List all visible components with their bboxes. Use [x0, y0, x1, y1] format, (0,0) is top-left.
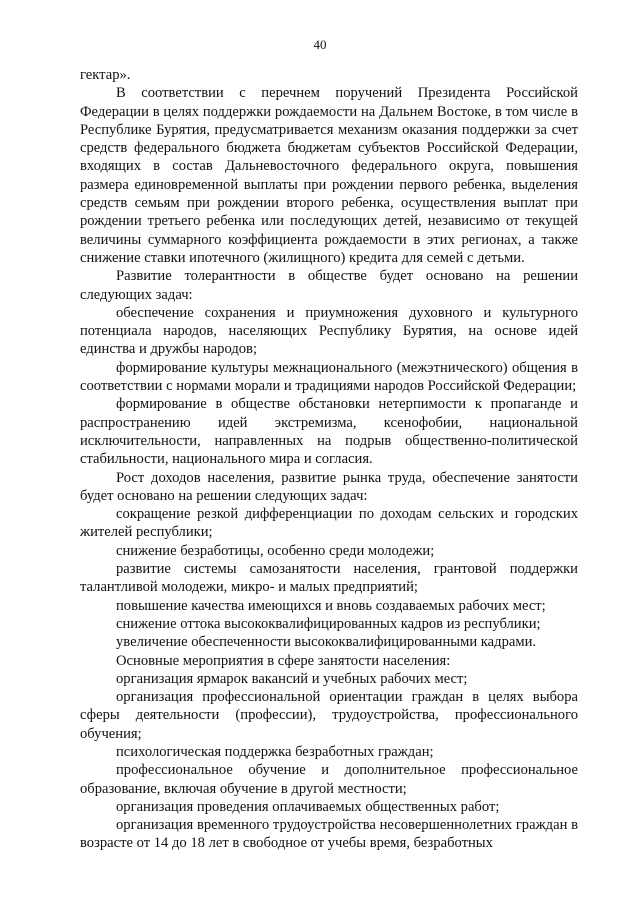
paragraph: формирование культуры межнационального (межэтнического) общения в соответствии с нормами морали и традициями народов Российской Федерации; [80, 359, 578, 395]
paragraph: организация временного трудоустройства несовершеннолетних граждан в возрасте от 14 до 18 лет в свободное от учебы время, безработных [80, 817, 578, 852]
paragraph: В соответствии с перечнем поручений Президента Российской Федерации в целях поддержки рождаемости на Дальнем Востоке, в том числе в Республике Бурятия, предусматривается механизм оказания поддержки за счет средств федерального бюджета бюджетам субъектов Российской Федерации, входящих в состав Дальневосточного федерального округа, повышения размера единовременной выплаты при рождении первого ребенка, выделения средств семьям при рождении второго ребенка, осуществления выплат при рождении третьего ребенка или последующих детей, независимо от текущей величины суммарного коэффициента рождаемости в этих регионах, а также снижение ставки ипотечного (жилищного) кредита для семей с детьми. [80, 85, 578, 266]
paragraph: сокращение резкой дифференциации по доходам сельских и городских жителей республики; [80, 506, 578, 541]
paragraph: организация профессиональной ориентации граждан в целях выбора сферы деятельности (профессии), трудоустройства, профессионального обучения; [80, 689, 578, 742]
paragraph: снижение оттока высококвалифицированных кадров из республики; [116, 615, 541, 632]
paragraph: развитие системы самозанятости населения, грантовой поддержки талантливой молодежи, микро- и малых предприятий; [80, 561, 578, 596]
paragraph: Основные мероприятия в сфере занятости населения: [116, 652, 451, 669]
page-number: 40 [313, 37, 327, 52]
paragraph: увеличение обеспеченности высококвалифицированными кадрами. [116, 634, 537, 651]
paragraph: повышение качества имеющихся и вновь создаваемых рабочих мест; [116, 597, 546, 614]
paragraph: организация проведения оплачиваемых общественных работ; [116, 798, 500, 815]
paragraph: снижение безработицы, особенно среди молодежи; [116, 542, 435, 559]
paragraph: Развитие толерантности в обществе будет основано на решении следующих задач: [80, 268, 578, 303]
paragraph: обеспечение сохранения и приумножения духовного и культурного потенциала народов, населяющих Республику Бурятия, на основе идей единства и дружбы народов; [80, 304, 578, 358]
paragraph: Рост доходов населения, развитие рынка труда, обеспечение занятости будет основано на решении следующих задач: [80, 469, 578, 504]
paragraph: формирование в обществе обстановки нетерпимости к пропаганде и распространению идей экстремизма, ксенофобии, национальной исключительности, направленных на подрыв общественно-политической стабильности, национального мира и согласия. [80, 396, 578, 468]
paragraph: организация ярмарок вакансий и учебных рабочих мест; [116, 670, 468, 687]
paragraph: психологическая поддержка безработных граждан; [116, 743, 434, 760]
paragraph: гектар». [80, 67, 131, 83]
document-body [80, 66, 578, 853]
paragraph: профессиональное обучение и дополнительное профессиональное образование, включая обучение в другой местности; [80, 762, 578, 797]
